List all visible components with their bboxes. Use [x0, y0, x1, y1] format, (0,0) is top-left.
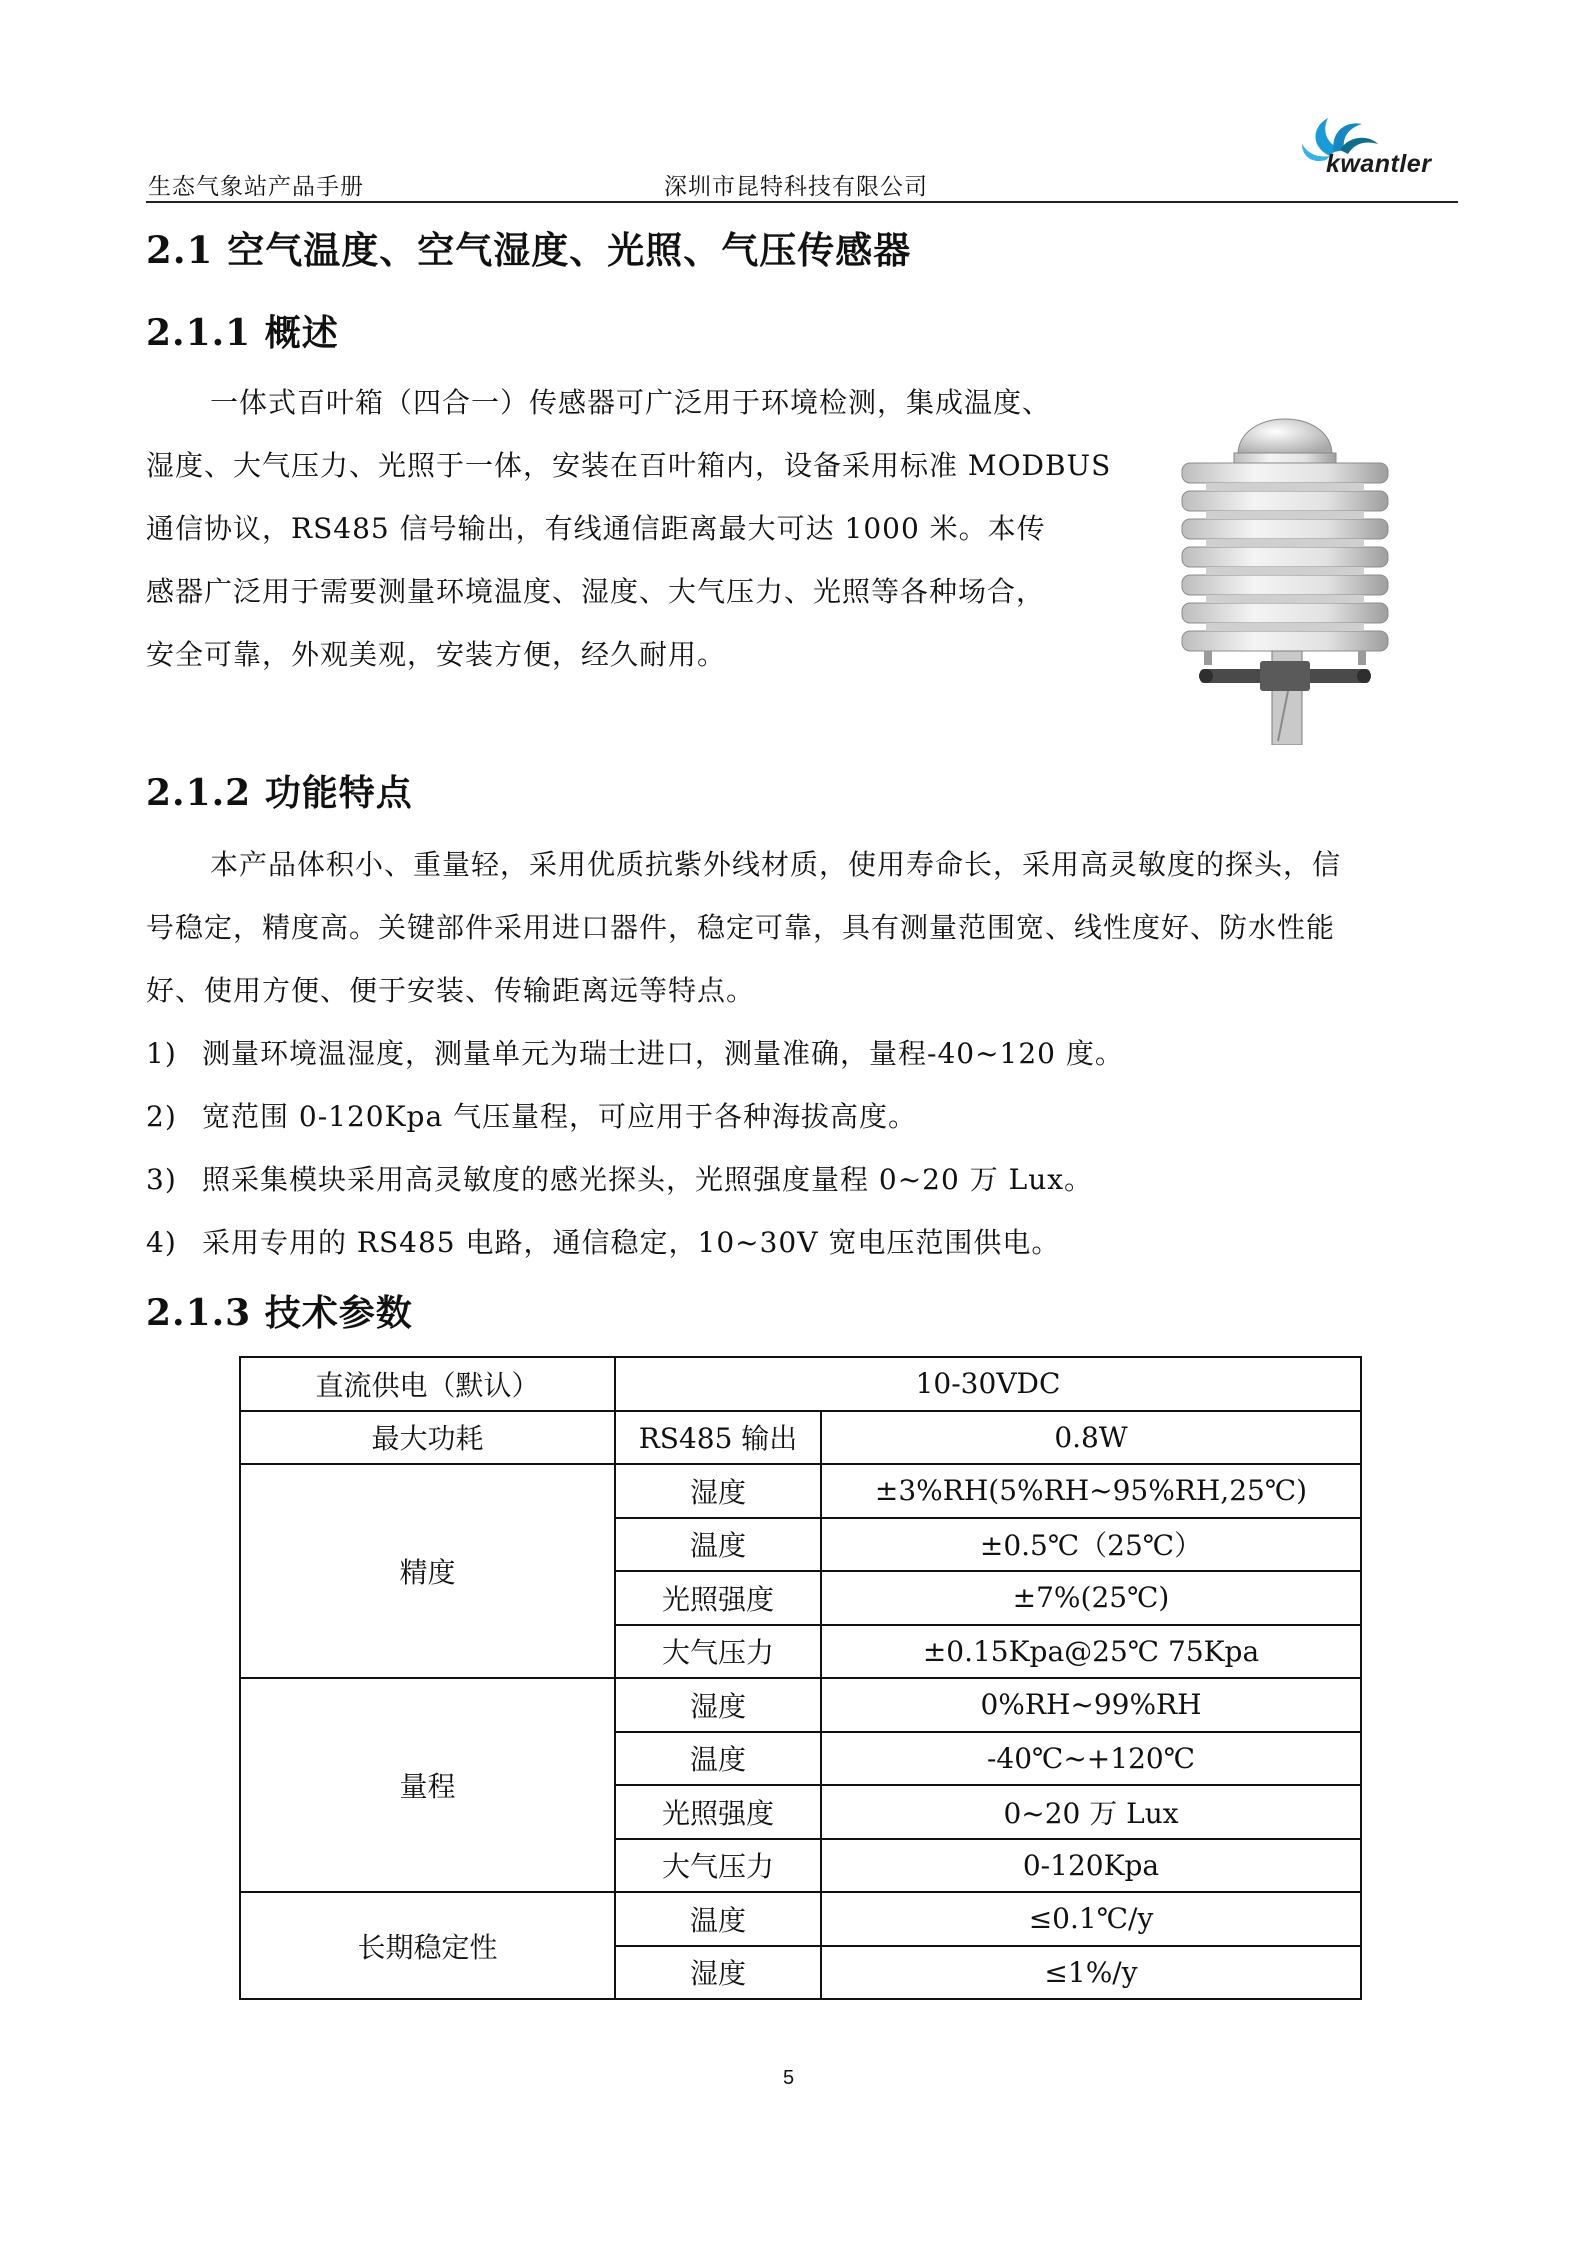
spec-value: -40℃~+120℃	[821, 1732, 1361, 1786]
spec-value: 0%RH~99%RH	[821, 1678, 1361, 1732]
feature-item	[146, 1032, 1124, 1072]
feature-item-number: 1)	[146, 1037, 177, 1070]
spec-sub: 温度	[615, 1518, 821, 1572]
spec-label-range: 量程	[240, 1678, 615, 1892]
specs-heading: 2.1.3 技术参数	[146, 1292, 413, 1334]
spec-sub: 温度	[615, 1892, 821, 1946]
spec-sub: 湿度	[615, 1464, 821, 1518]
table-row	[240, 1464, 1361, 1518]
features-intro-line: 好、使用方便、便于安装、传输距离远等特点。	[146, 974, 756, 1007]
feature-item-text: 照采集模块采用高灵敏度的感光探头，光照强度量程 0~20 万 Lux。	[202, 1163, 1094, 1196]
feature-item	[146, 1158, 1093, 1198]
spec-label-max-power: 最大功耗	[240, 1411, 615, 1465]
table-row	[240, 1357, 1361, 1411]
features-intro-line: 号稳定，精度高。关键部件采用进口器件，稳定可靠，具有测量范围宽、线性度好、防水性能	[146, 911, 1336, 944]
spec-value-power: 10-30VDC	[615, 1357, 1361, 1411]
spec-value: ±3%RH(5%RH~95%RH,25℃)	[821, 1464, 1361, 1518]
spec-value: ±0.5℃（25℃）	[821, 1518, 1361, 1572]
spec-sub: 湿度	[615, 1946, 821, 2000]
louver-box-sensor-image	[1160, 405, 1410, 745]
header-manual-title: 生态气象站产品手册	[148, 174, 364, 200]
spec-sub: 光照强度	[615, 1785, 821, 1839]
features-intro-line: 本产品体积小、重量轻，采用优质抗紫外线材质，使用寿命长，采用高灵敏度的探头，信	[210, 848, 1342, 881]
feature-item-number: 3)	[146, 1163, 177, 1196]
spec-sub: 湿度	[615, 1678, 821, 1732]
features-heading: 2.1.2 功能特点	[146, 772, 413, 814]
spec-label-stability: 长期稳定性	[240, 1892, 615, 1999]
overview-line: 安全可靠，外观美观，安装方便，经久耐用。	[146, 638, 727, 671]
table-row	[240, 1678, 1361, 1732]
section-title: 2.1 空气温度、空气湿度、光照、气压传感器	[146, 228, 912, 272]
spec-sub: 光照强度	[615, 1571, 821, 1625]
spec-value: ≤1%/y	[821, 1946, 1361, 2000]
spec-label-power: 直流供电（默认）	[240, 1357, 615, 1411]
spec-sub: 大气压力	[615, 1625, 821, 1679]
feature-item-number: 2)	[146, 1100, 177, 1133]
spec-value: 0~20 万 Lux	[821, 1785, 1361, 1839]
spec-table	[239, 1356, 1362, 2000]
logo-wordmark: kwantler	[1326, 150, 1432, 178]
feature-item-text: 宽范围 0-120Kpa 气压量程，可应用于各种海拔高度。	[202, 1100, 918, 1133]
spec-sub-max-power: RS485 输出	[615, 1411, 821, 1465]
overview-heading: 2.1.1 概述	[146, 312, 339, 354]
feature-item-text: 采用专用的 RS485 电路，通信稳定，10~30V 宽电压范围供电。	[202, 1226, 1061, 1259]
overview-line: 一体式百叶箱（四合一）传感器可广泛用于环境检测，集成温度、	[210, 386, 1052, 419]
feature-item-number: 4)	[146, 1226, 177, 1259]
spec-label-accuracy: 精度	[240, 1464, 615, 1678]
feature-item	[146, 1095, 917, 1135]
overview-line: 湿度、大气压力、光照于一体，安装在百叶箱内，设备采用标准 MODBUS	[146, 449, 1112, 482]
feature-item-text: 测量环境温湿度，测量单元为瑞士进口，测量准确，量程-40~120 度。	[202, 1037, 1124, 1070]
page-number: 5	[783, 2067, 795, 2089]
spec-value: 0-120Kpa	[821, 1839, 1361, 1893]
feature-item	[146, 1221, 1060, 1261]
header-company-name: 深圳市昆特科技有限公司	[664, 174, 928, 200]
spec-value-max-power: 0.8W	[821, 1411, 1361, 1465]
spec-sub: 温度	[615, 1732, 821, 1786]
overview-line: 感器广泛用于需要测量环境温度、湿度、大气压力、光照等各种场合，	[146, 575, 1046, 608]
spec-sub: 大气压力	[615, 1839, 821, 1893]
spec-value: ±0.15Kpa@25℃ 75Kpa	[821, 1625, 1361, 1679]
spec-value: ±7%(25℃)	[821, 1571, 1361, 1625]
header-divider	[146, 201, 1458, 203]
table-row	[240, 1411, 1361, 1465]
overview-line: 通信协议，RS485 信号输出，有线通信距离最大可达 1000 米。本传	[146, 512, 1046, 545]
table-row	[240, 1892, 1361, 1946]
spec-value: ≤0.1℃/y	[821, 1892, 1361, 1946]
